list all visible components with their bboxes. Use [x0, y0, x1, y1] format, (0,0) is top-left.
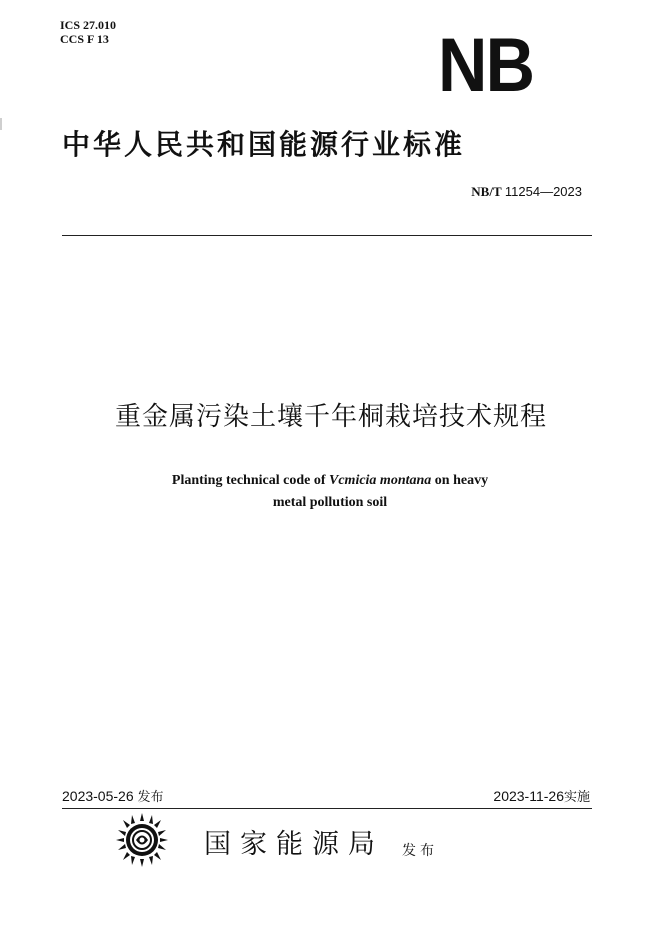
implement-date-label: 实施: [563, 790, 590, 805]
implement-date: [493, 787, 590, 807]
title-en-species: Vcmicia montana: [329, 473, 432, 488]
standard-category-title: 中华人民共和国能源行业标准: [62, 128, 466, 161]
issuing-authority-suffix: 发布: [402, 843, 438, 859]
title-en-part-1: Planting technical code of: [171, 473, 329, 488]
publish-date-label: 发布: [137, 790, 164, 805]
document-title-en: [130, 470, 530, 514]
classification-codes: [60, 18, 116, 46]
document-title-cn: 重金属污染土壤千年桐栽培技术规程: [114, 402, 547, 432]
standard-number-prefix: NB/T: [471, 184, 502, 199]
ics-code: ICS 27.010: [60, 18, 117, 32]
title-en-line-2: metal pollution soil: [272, 495, 388, 510]
implement-date-value: 2023-11-26: [493, 788, 564, 804]
nb-logo: NB: [438, 23, 534, 108]
top-divider: [62, 235, 592, 236]
issuing-authority: 国家能源局: [204, 829, 384, 860]
ccs-code: CCS F 13: [60, 32, 109, 46]
scan-edge-mark: [0, 118, 2, 130]
title-en-line-1: [130, 470, 530, 492]
standard-number: [471, 184, 582, 200]
publish-date-value: 2023-05-26: [62, 788, 134, 804]
publish-date: [62, 787, 164, 807]
national-energy-emblem-icon: [114, 811, 170, 869]
title-en-part-2: on heavy: [431, 473, 489, 488]
standard-number-value: 11254—2023: [504, 184, 582, 199]
bottom-divider: [62, 808, 592, 809]
